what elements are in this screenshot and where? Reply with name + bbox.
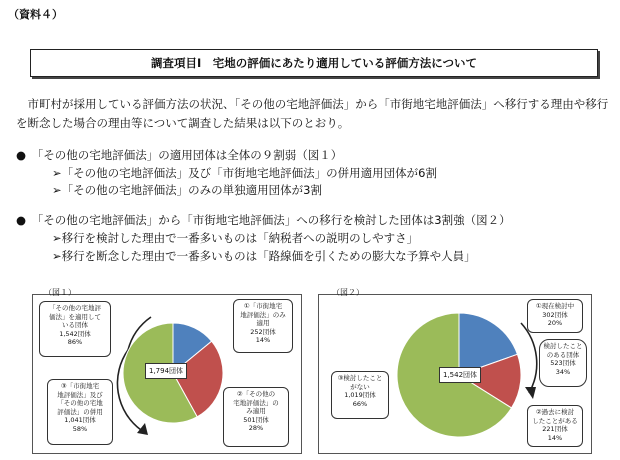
figure-2-callout-1: ①現在検討中 302団体 20%: [527, 299, 583, 333]
figure-2-callout-3: ③検討したこと がない 1,019団体 66%: [331, 371, 389, 419]
material-number: （資料４）: [8, 8, 63, 21]
section-title-text: 調査項目Ⅰ 宅地の評価にあたり適用している評価方法について: [150, 56, 478, 70]
figure-1-callout-3: ③「市街地宅 地評価法」及び 「その他の宅地 評価法」の併用 1,041団体 58%: [47, 379, 113, 445]
figure-1-callout-1: ①「市街地宅 地評価法」のみ 適用 252団体 14%: [233, 299, 293, 353]
figure-2-bracket-arrow: [525, 387, 536, 399]
figure-2-callout-considered: 検討したこと のある団体 523団体 34%: [539, 339, 587, 387]
bullet-2-sub-2: ➢移行を断念した理由で一番多いものは「路線価を引くための膨大な予算や人員」: [52, 249, 476, 263]
figure-2: [318, 294, 592, 454]
section-title: [30, 49, 598, 77]
figure-1: [32, 294, 302, 454]
bullet-2: ● 「その他の宅地評価法」から「市街地宅地評価法」への移行を検討した団体は3割強（図２）: [16, 213, 511, 227]
intro-paragraph: 市町村が採用している評価方法の状況、「その他の宅地評価法」から「市街地宅地評価法」へ移行する理由や移行を断念した場合の理由等について調査した結果は以下のとおり。: [16, 97, 609, 130]
figure-1-total-label: 1,794団体: [145, 363, 187, 379]
figure-1-callout-2: ②「その他の 宅地評価法」の み適用 501団体 28%: [223, 387, 289, 447]
figure-2-callout-2: ②過去に検討 したことがある 221団体 14%: [527, 405, 583, 447]
bullet-1: ● 「その他の宅地評価法」の適用団体は全体の９割弱（図１）: [16, 148, 343, 162]
bullet-2-sub-1: ➢移行を検討した理由で一番多いものは「納税者への説明のしやすさ」: [52, 231, 419, 245]
figure-1-label: （図１）: [44, 288, 76, 297]
bullet-1-sub-1: ➢「その他の宅地評価法」及び「市街地宅地評価法」の併用適用団体が6割: [52, 166, 437, 180]
figure-2-bracket-arc: [521, 323, 537, 393]
bullet-1-sub-2: ➢「その他の宅地評価法」のみの単独適用団体が3割: [52, 183, 322, 197]
figure-1-callout-total: 「その他の宅地評 価法」を適用して いる団体 1,542団体 86%: [39, 301, 111, 357]
figure-2-label: （図２）: [332, 288, 364, 297]
figure-2-total-label: 1,542団体: [439, 367, 481, 383]
